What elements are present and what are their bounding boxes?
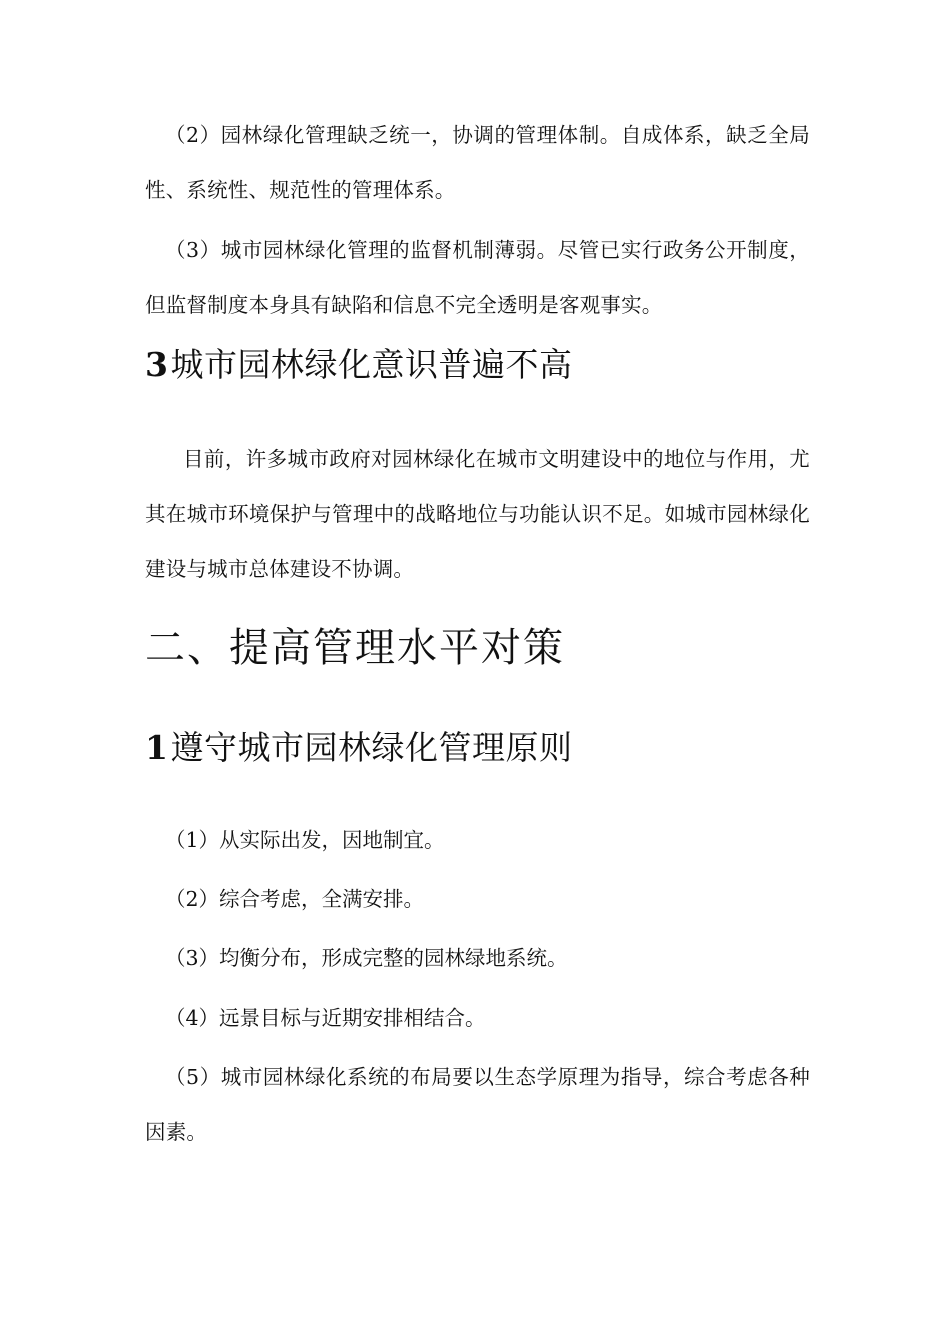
subsection-3-heading bbox=[145, 345, 572, 385]
paragraph-point-2: （2）园林绿化管理缺乏统一，协调的管理体制。自成体系，缺乏全局性、系统性、规范性的管理体系。 bbox=[145, 123, 810, 202]
principle-item-1: （1）从实际出发，因地制宜。 bbox=[165, 828, 445, 852]
subsection-3-body: 目前，许多城市政府对园林绿化在城市文明建设中的地位与作用，尤其在城市环境保护与管理中的战略地位与功能认识不足。如城市园林绿化建设与城市总体建设不协调。 bbox=[145, 447, 810, 581]
principle-item-5: （5）城市园林绿化系统的布局要以生态学原理为指导，综合考虑各种因素。 bbox=[145, 1065, 810, 1144]
section-2-heading: 二、提高管理水平对策 bbox=[145, 625, 565, 671]
principle-item-4: （4）远景目标与近期安排相结合。 bbox=[165, 1006, 486, 1030]
paragraph-point-3: （3）城市园林绿化管理的监督机制薄弱。尽管已实行政务公开制度，但监督制度本身具有缺陷和信息不完全透明是客观事实。 bbox=[145, 238, 810, 317]
subsection-1-title: 遵守城市园林绿化管理原则 bbox=[170, 728, 573, 767]
principle-item-2: （2）综合考虑，全满安排。 bbox=[165, 887, 425, 911]
subsection-3-title: 城市园林绿化意识普遍不高 bbox=[170, 345, 573, 384]
subsection-1-number: 1 bbox=[145, 728, 169, 767]
principle-item-3: （3）均衡分布，形成完整的园林绿地系统。 bbox=[165, 946, 568, 970]
subsection-3-number: 3 bbox=[145, 345, 169, 384]
subsection-1-heading bbox=[145, 728, 572, 768]
